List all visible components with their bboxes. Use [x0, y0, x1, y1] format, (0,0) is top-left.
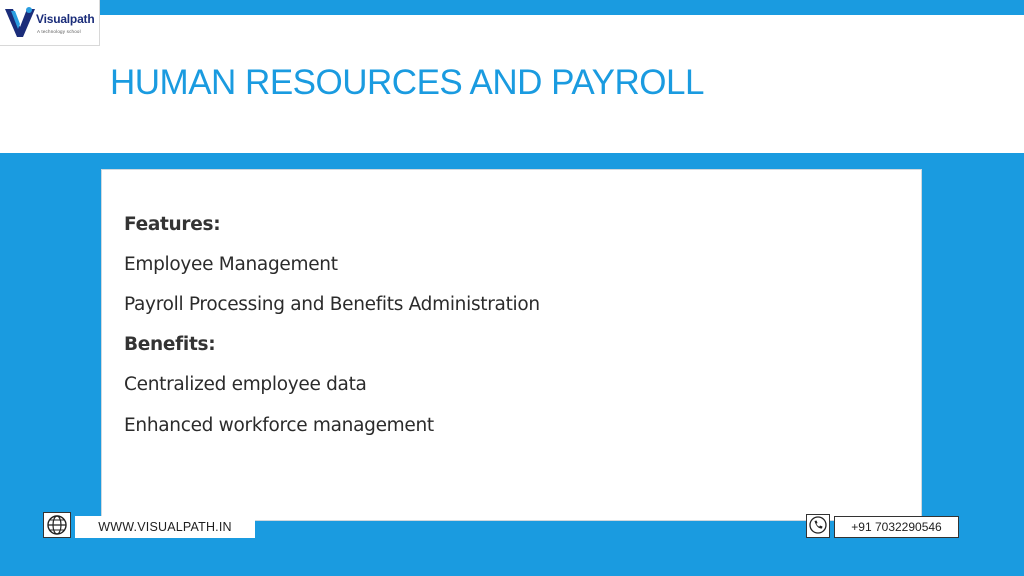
globe-icon	[43, 512, 71, 538]
visualpath-logo	[0, 0, 100, 46]
content-line: Centralized employee data	[124, 374, 367, 395]
logo-name: Visualpath	[36, 12, 95, 26]
benefits-heading: Benefits:	[124, 334, 216, 355]
phone-icon	[806, 514, 830, 538]
logo-mark-icon	[3, 5, 37, 39]
page-title: HUMAN RESOURCES AND PAYROLL	[110, 63, 704, 102]
content-panel	[101, 169, 922, 521]
content-line: Payroll Processing and Benefits Administration	[124, 294, 540, 315]
logo-tagline: A technology school	[37, 29, 81, 34]
website-link[interactable]: WWW.VISUALPATH.IN	[75, 516, 255, 538]
features-heading: Features:	[124, 214, 221, 235]
content-line: Employee Management	[124, 254, 338, 275]
phone-number[interactable]: +91 7032290546	[834, 516, 959, 538]
content-line: Enhanced workforce management	[124, 415, 434, 436]
